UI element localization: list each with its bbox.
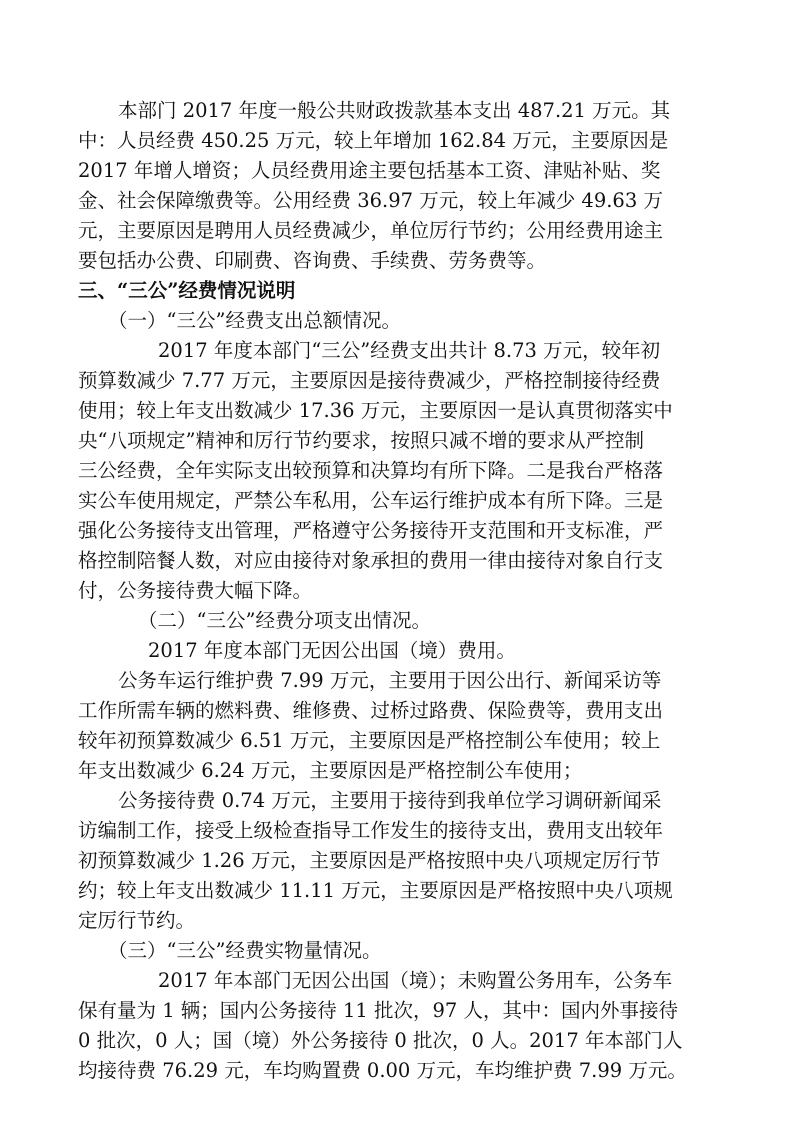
paragraph-line: 2017 年本部门无因公出国（境）；未购置公务用车，公务车 bbox=[158, 969, 673, 992]
subsection-heading: （二）“三公”经费分项支出情况。 bbox=[138, 609, 431, 632]
paragraph-line: 均接待费 76.29 元，车均购置费 0.00 万元，车均维护费 7.99 万元。 bbox=[78, 1059, 687, 1082]
subsection-heading: （一）“三公”经费支出总额情况。 bbox=[108, 309, 401, 332]
paragraph-line: 使用；较上年支出数减少 17.36 万元，主要原因一是认真贯彻落实中 bbox=[78, 399, 673, 422]
paragraph-line: 元，主要原因是聘用人员经费减少，单位厉行节约；公用经费用途主 bbox=[78, 219, 664, 242]
paragraph-line: 格控制陪餐人数，对应由接待对象承担的费用一律由接待对象自行支 bbox=[78, 549, 664, 572]
section-heading: 三、“三公”经费情况说明 bbox=[78, 279, 296, 302]
paragraph-line: 要包括办公费、印刷费、咨询费、手续费、劳务费等。 bbox=[78, 249, 547, 272]
paragraph-line: 2017 年度本部门“三公”经费支出共计 8.73 万元，较年初 bbox=[158, 339, 661, 362]
paragraph-line: 初预算数减少 1.26 万元，主要原因是严格按照中央八项规定厉行节 bbox=[78, 849, 661, 872]
paragraph-line: 年支出数减少 6.24 万元，主要原因是严格控制公车使用； bbox=[78, 759, 583, 782]
paragraph-line: 2017 年度本部门无因公出国（境）费用。 bbox=[148, 639, 516, 662]
paragraph-line: 定厉行节约。 bbox=[78, 909, 196, 932]
paragraph-line: 较年初预算数减少 6.51 万元，主要原因是严格控制公车使用；较上 bbox=[78, 729, 661, 752]
paragraph-line: 公务接待费 0.74 万元，主要用于接待到我单位学习调研新闻采 bbox=[118, 789, 662, 812]
paragraph-line: 中：人员经费 450.25 万元，较上年增加 162.84 万元，主要原因是 bbox=[78, 129, 669, 152]
paragraph-line: 三公经费，全年实际支出较预算和决算均有所下降。二是我台严格落 bbox=[78, 459, 664, 482]
paragraph-line: 工作所需车辆的燃料费、维修费、过桥过路费、保险费等，费用支出 bbox=[78, 699, 664, 722]
paragraph-line: 本部门 2017 年度一般公共财政拨款基本支出 487.21 万元。其 bbox=[118, 99, 671, 122]
paragraph-line: 公务车运行维护费 7.99 万元，主要用于因公出行、新闻采访等 bbox=[118, 669, 662, 692]
paragraph-line: 0 批次，0 人；国（境）外公务接待 0 批次，0 人。2017 年本部门人 bbox=[78, 1029, 683, 1052]
subsection-heading: （三）“三公”经费实物量情况。 bbox=[108, 939, 382, 962]
paragraph-line: 2017 年增人增资；人员经费用途主要包括基本工资、津贴补贴、奖 bbox=[78, 159, 661, 182]
paragraph-line: 强化公务接待支出管理，严格遵守公务接待开支范围和开支标准，严 bbox=[78, 519, 664, 542]
paragraph-line: 金、社会保障缴费等。公用经费 36.97 万元，较上年减少 49.63 万 bbox=[78, 189, 663, 212]
paragraph-line: 约；较上年支出数减少 11.11 万元，主要原因是严格按照中央八项规 bbox=[78, 879, 673, 902]
paragraph-line: 预算数减少 7.77 万元，主要原因是接待费减少，严格控制接待经费 bbox=[78, 369, 661, 392]
paragraph-line: 实公车使用规定，严禁公车私用，公车运行维护成本有所下降。三是 bbox=[78, 489, 664, 512]
paragraph-line: 访编制工作，接受上级检查指导工作发生的接待支出，费用支出较年 bbox=[78, 819, 664, 842]
paragraph-line: 付，公务接待费大幅下降。 bbox=[78, 579, 313, 602]
paragraph-line: 保有量为 1 辆；国内公务接待 11 批次，97 人，其中：国内外事接待 bbox=[78, 999, 679, 1022]
paragraph-line: 央“八项规定”精神和厉行节约要求，按照只减不增的要求从严控制 bbox=[78, 429, 644, 452]
